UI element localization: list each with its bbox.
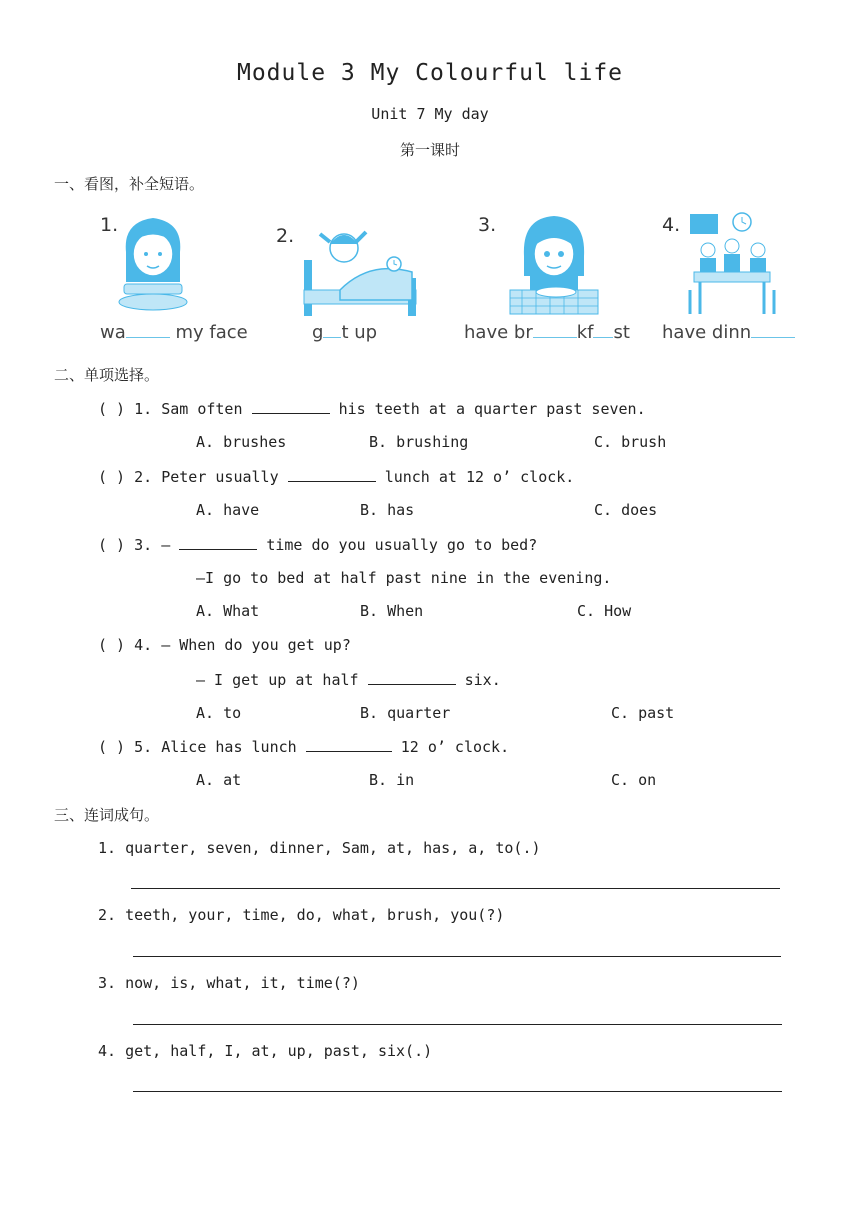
- answer-line-1[interactable]: [131, 888, 780, 889]
- phrase-3: have br kf st: [464, 322, 630, 343]
- phrase-2: g t up: [312, 322, 378, 343]
- q3-option-a: A. What: [196, 602, 260, 620]
- q2-option-c: C. does: [594, 501, 658, 519]
- q1-option-c: C. brush: [594, 433, 667, 451]
- question-3: ( ) 3. — time do you usually go to bed?: [98, 536, 538, 554]
- answer-blank[interactable]: [179, 535, 257, 550]
- section-heading-2: 二、单项选择。: [54, 366, 160, 384]
- phrase-4: have dinn: [662, 321, 795, 343]
- q4-line2: — I get up at half six.: [196, 671, 501, 689]
- q5-option-b: B. in: [369, 771, 415, 789]
- page-title: Module 3 My Colourful life: [236, 60, 624, 86]
- q1-option-b: B. brushing: [369, 433, 469, 451]
- q2-option-b: B. has: [360, 501, 415, 519]
- phrase-1: wa my face: [100, 322, 248, 343]
- section-heading-1: 一、看图，补全短语。: [54, 175, 205, 193]
- q4-option-b: B. quarter: [360, 704, 451, 722]
- q2-option-a: A. have: [196, 501, 260, 519]
- q4-option-c: C. past: [611, 704, 675, 722]
- sentence-item-3: 3. now, is, what, it, time(?): [98, 974, 360, 992]
- q5-option-c: C. on: [611, 771, 657, 789]
- q3-option-c: C. How: [577, 602, 632, 620]
- getting-up-icon: [300, 220, 422, 318]
- unit-subtitle: Unit 7 My day: [371, 105, 489, 123]
- q4-option-a: A. to: [196, 704, 242, 722]
- dinner-icon: [686, 210, 778, 318]
- q1-option-a: A. brushes: [196, 433, 287, 451]
- sentence-item-2: 2. teeth, your, time, do, what, brush, you(?): [98, 906, 505, 924]
- q5-option-a: A. at: [196, 771, 242, 789]
- answer-line-4[interactable]: [133, 1091, 782, 1092]
- answer-blank[interactable]: [288, 467, 376, 482]
- question-4: ( ) 4. — When do you get up?: [98, 636, 351, 654]
- question-2: ( ) 2. Peter usually lunch at 12 o’ clock.: [98, 468, 575, 486]
- q3-reply: —I go to bed at half past nine in the evening.: [196, 569, 612, 587]
- lesson-label: 第一课时: [399, 141, 460, 159]
- picture-number-3: 3.: [478, 214, 497, 236]
- sentence-item-1: 1. quarter, seven, dinner, Sam, at, has, a, to(.): [98, 839, 541, 857]
- question-5: ( ) 5. Alice has lunch 12 o’ clock.: [98, 738, 510, 756]
- picture-number-1: 1.: [100, 214, 119, 236]
- section-heading-3: 三、连词成句。: [54, 806, 160, 824]
- picture-number-4: 4.: [662, 214, 681, 236]
- picture-number-2: 2.: [276, 225, 295, 247]
- answer-blank[interactable]: [252, 399, 330, 414]
- q3-option-b: B. When: [360, 602, 424, 620]
- sentence-item-4: 4. get, half, I, at, up, past, six(.): [98, 1042, 433, 1060]
- answer-blank[interactable]: [368, 670, 456, 685]
- washing-face-icon: [118, 212, 188, 312]
- breakfast-icon: [506, 212, 602, 316]
- answer-line-2[interactable]: [133, 956, 781, 957]
- question-1: ( ) 1. Sam often his teeth at a quarter past seven.: [98, 400, 646, 418]
- answer-line-3[interactable]: [133, 1024, 782, 1025]
- answer-blank[interactable]: [306, 737, 392, 752]
